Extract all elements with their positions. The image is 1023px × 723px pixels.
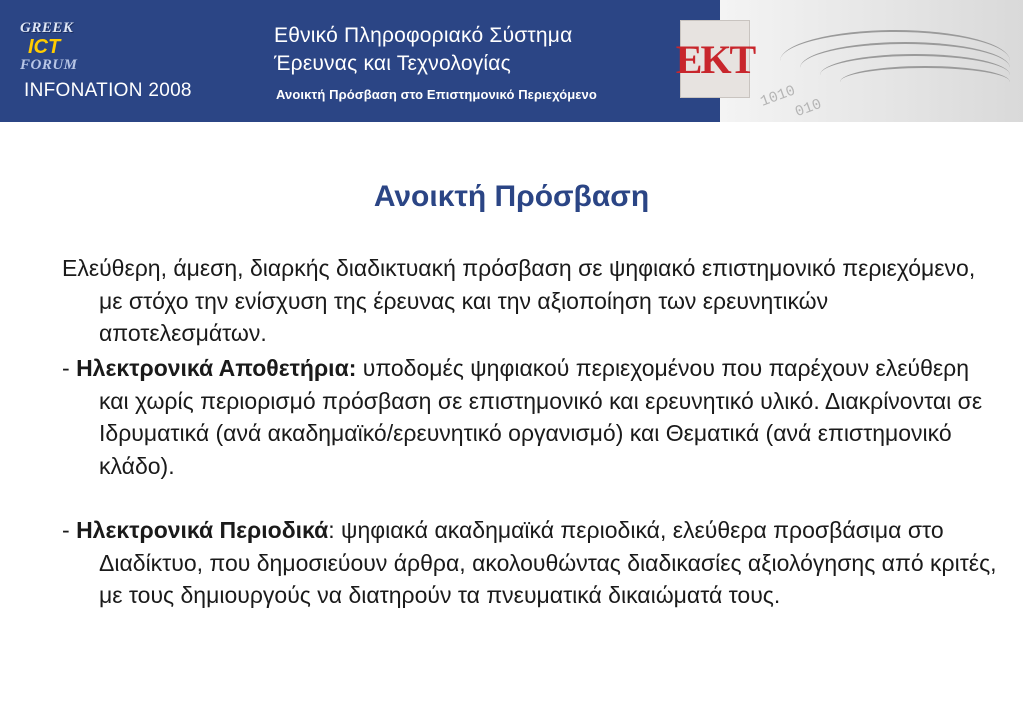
paragraph-repositories	[62, 352, 999, 482]
logo-line-ict: ICT	[28, 36, 61, 58]
slide-title: Ανοικτή Πρόσβαση	[373, 180, 650, 213]
banner-title-line-1: Εθνικό Πληροφοριακό Σύστημα	[274, 24, 573, 47]
paragraph-open-access	[62, 252, 999, 350]
binary-decoration: 010	[792, 95, 825, 122]
paragraph-term: Ηλεκτρονικά Περιοδικά	[76, 517, 329, 543]
banner-title-line-2: Έρευνας και Τεχνολογίας	[274, 52, 511, 75]
paragraph-prefix: -	[62, 517, 77, 543]
banner-subtitle: Ανοικτή Πρόσβαση στο Επιστημονικό Περιεχόμενο	[276, 87, 597, 102]
logo-line-greek: GREEK	[20, 20, 74, 36]
binary-decoration: 1010	[758, 82, 798, 111]
ekt-logo	[675, 20, 755, 98]
header-banner	[0, 0, 1023, 122]
paragraph-text: : ψηφιακά ακαδημαϊκά περιοδικά, ελεύθερα προσβάσιμα στο Διαδίκτυο, που δημοσιεύουν άρθρα, ακολουθώντας διαδικασίες αξιολόγησης από κριτές, με τους δημιουργούς να διατηρούν τα πνευματικά δικαιώματά τους.	[99, 517, 997, 608]
paragraph-term: Ηλεκτρονικά Αποθετήρια:	[76, 355, 357, 381]
paragraph-text: υποδομές ψηφιακού περιεχομένου που παρέχουν ελεύθερη και χωρίς περιορισμό πρόσβαση σε επιστημονικό και ερευνητικό υλικό. Διακρίνονται σε Ιδρυματικά (ανά ακαδημαϊκό/ερευνητικό οργανισμό) και Θεματικά (ανά επιστημονικό κλάδο).	[99, 355, 983, 479]
event-name: INFONATION 2008	[24, 80, 192, 101]
paragraph-text: Ελεύθερη, άμεση, διαρκής διαδικτυακή πρόσβαση σε ψηφιακό επιστημονικό περιεχόμενο, με στόχο την ενίσχυση της έρευνας και την αξιοποίηση των ερευνητικών αποτελεσμάτων.	[62, 255, 976, 346]
greek-ict-forum-logo	[20, 20, 98, 82]
book-image	[720, 0, 1023, 122]
paragraph-prefix: -	[62, 355, 77, 381]
logo-line-forum: FORUM	[20, 57, 78, 73]
paragraph-journals	[62, 514, 999, 612]
book-page-line	[840, 66, 1010, 98]
ekt-logo-text: EKT	[675, 36, 755, 82]
